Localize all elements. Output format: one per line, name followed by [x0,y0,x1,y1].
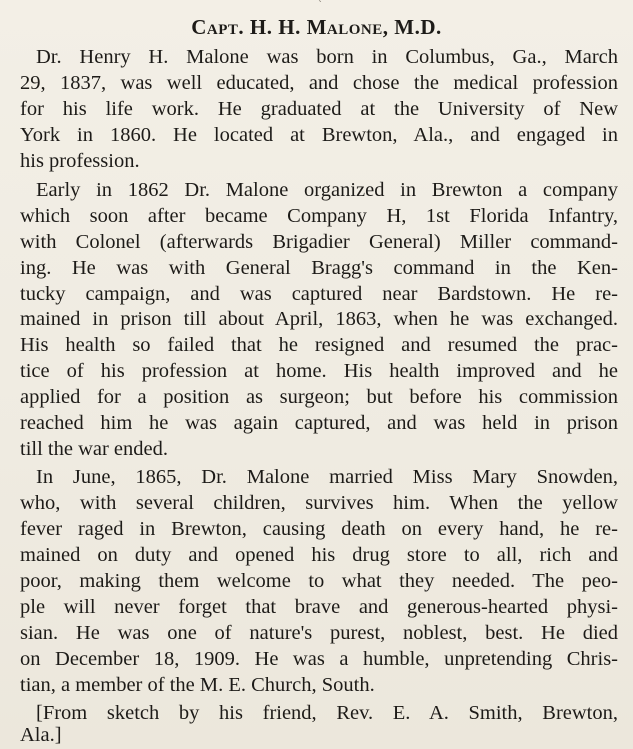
text-line-27: Ala.] [20,724,62,746]
text-line-18: who, with several children, survives him. When the yellow [20,492,618,514]
text-line-2: 29, 1837, was well educated, and chose the medical profession [20,72,618,94]
text-line-14: applied for a position as surgeon; but before his commission [20,386,618,408]
text-line-7: which soon after became Company H, 1st Florida Infantry, [20,205,618,227]
text-line-10: tucky campaign, and was captured near Bardstown. He re- [20,283,618,305]
text-line-21: poor, making them welcome to what they needed. The peo- [20,570,618,592]
text-line-5: his profession. [20,150,140,172]
text-line-1: Dr. Henry H. Malone was born in Columbus, Ga., March [36,46,618,68]
document-title: Capt. H. H. Malone, M.D. [191,15,442,39]
text-line-11: mained in prison till about April, 1863, when he was exchanged. [20,308,618,330]
text-line-6: Early in 1862 Dr. Malone organized in Brewton a company [36,179,618,201]
text-line-16: till the war ended. [20,438,169,460]
text-line-15: reached him he was again captured, and was held in prison [20,412,618,434]
text-line-12: His health so failed that he resigned and resumed the prac- [20,334,618,356]
text-line-9: ing. He was with General Bragg's command in the Ken- [20,257,618,279]
text-line-13: tice of his profession at home. His health improved and he [20,360,618,382]
page-mark: ` [318,0,323,11]
text-line-19: fever raged in Brewton, causing death on every hand, he re- [20,518,618,540]
text-line-8: with Colonel (afterwards Brigadier General) Miller command- [20,231,618,253]
text-line-17: In June, 1865, Dr. Malone married Miss Mary Snowden, [36,466,618,488]
text-line-25: tian, a member of the M. E. Church, South. [20,674,375,696]
text-line-3: for his life work. He graduated at the University of New [20,98,618,120]
text-line-20: mained on duty and opened his drug store to all, rich and [20,544,618,566]
text-line-24: on December 18, 1909. He was a humble, unpretending Chris- [20,648,618,670]
text-line-26: [From sketch by his friend, Rev. E. A. Smith, Brewton, [36,702,618,724]
text-line-23: sian. He was one of nature's purest, noblest, best. He died [20,622,618,644]
text-line-22: ple will never forget that brave and generous-hearted physi- [20,596,618,618]
text-line-4: York in 1860. He located at Brewton, Ala., and engaged in [20,124,618,146]
